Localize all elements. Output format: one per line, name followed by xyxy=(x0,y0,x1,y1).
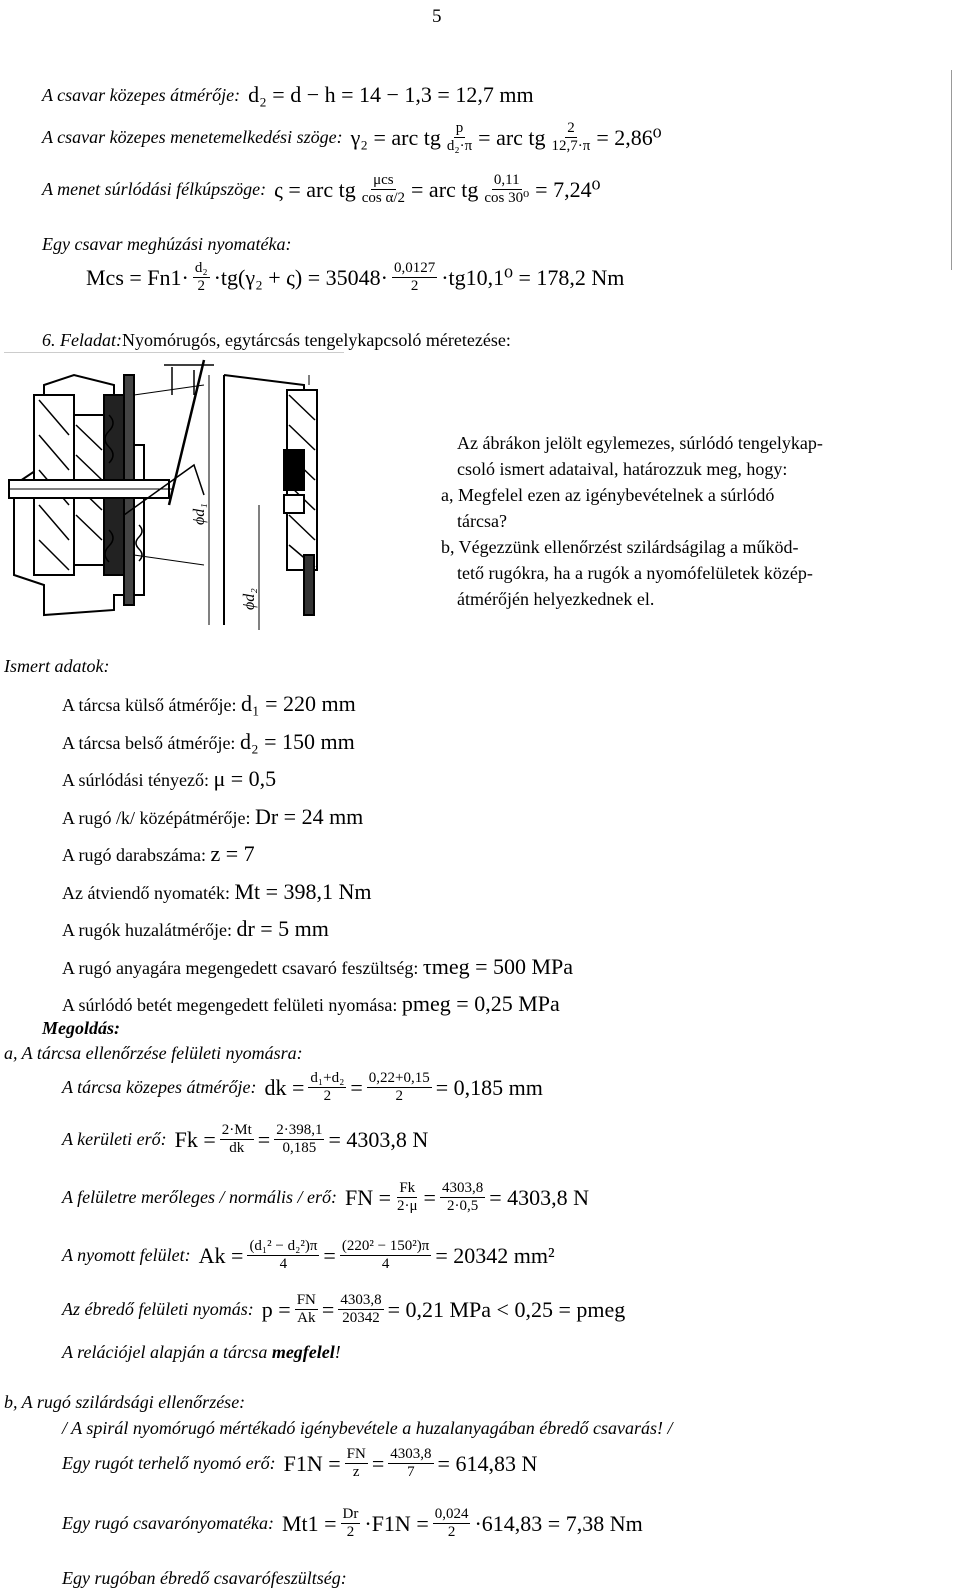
known-row: A rugó /k/ középátmérője: Dr = 24 mm xyxy=(62,803,364,829)
fraction: $\frac{FN}{Ak}$ xyxy=(296,1292,316,1326)
label: A csavar közepes átmérője: xyxy=(42,84,241,105)
equation-part: Mcs = Fn1· xyxy=(86,264,189,290)
label: A menet súrlódási félkúpszöge: xyxy=(42,179,267,199)
equation-part: = 2,86⁰ xyxy=(596,124,662,150)
torque-heading: Egy csavar meghúzási nyomatéka: xyxy=(42,234,292,254)
equation-part: p = xyxy=(261,1296,291,1322)
known-row: A súrlódó betét megengedett felületi nyomása: pmeg = 0,25 MPa xyxy=(62,991,560,1016)
label: Egy rugó csavarónyomatéka: xyxy=(62,1513,274,1533)
equation-part: = xyxy=(257,1126,271,1152)
conclusion: A relációjel alapján a tárcsa megfelel! xyxy=(62,1342,341,1362)
equation-part: γ₂ = arc tg xyxy=(350,124,441,150)
desc-line: a, Megfelel ezen az igénybevételnek a súrlódó xyxy=(441,485,775,505)
task-description xyxy=(441,430,823,612)
known-data-heading: Ismert adatok: xyxy=(4,656,110,676)
solution-line-t2 xyxy=(62,1506,643,1541)
fraction: $\frac{\text{μcs}}{\text{cos α/2}}$ xyxy=(361,172,406,206)
desc-line: tárcsa? xyxy=(457,511,507,531)
shear-stress-heading: Egy rugóban ébredő csavarófeszültség: xyxy=(62,1568,347,1588)
known-row: A tárcsa belső átmérője: d₂ = 150 mm xyxy=(62,728,355,754)
equation-part: FN = xyxy=(344,1184,391,1210)
known-row: Az átviendő nyomaték: Mt = 398,1 Nm xyxy=(62,878,372,904)
desc-line: b, Végezzünk ellenőrzést szilárdságilag a működ- xyxy=(441,537,799,557)
known-row: A rugó darabszáma: z = 7 xyxy=(62,841,255,866)
known-row: A rugók huzalátmérője: dr = 5 mm xyxy=(62,916,329,941)
equation-part: = xyxy=(321,1296,335,1322)
equation-part: Mt1 = xyxy=(281,1510,337,1536)
label: A nyomott felület: xyxy=(62,1245,191,1265)
equation-part: ·tg(γ₂ + ς) = 35048· xyxy=(213,264,388,290)
formula-line-5 xyxy=(86,260,624,295)
equation-part: Ak = xyxy=(198,1242,244,1268)
known-row: A súrlódási tényező: μ = 0,5 xyxy=(62,766,277,791)
label: A tárcsa közepes átmérője: xyxy=(62,1077,257,1097)
solution-line-5 xyxy=(62,1292,625,1327)
equation-part: Fk = xyxy=(174,1126,216,1152)
label: A csavar közepes menetemelkedési szöge: xyxy=(42,127,343,147)
label: Az ébredő felületi nyomás: xyxy=(62,1299,254,1319)
desc-line: tető rugókra, ha a rugók a nyomófelületek közép- xyxy=(457,563,813,583)
solution-heading: Megoldás: xyxy=(42,1018,120,1038)
label: A felületre merőleges / normális / erő: xyxy=(62,1187,337,1207)
margin-line xyxy=(951,70,952,270)
solution-line-3 xyxy=(62,1180,589,1215)
equation-part: = 4303,8 N xyxy=(489,1184,590,1210)
svg-text:ϕd₂: ϕd₂ xyxy=(241,588,258,610)
fraction: $\frac{0,024}{2}$ xyxy=(434,1506,469,1540)
desc-line: Az ábrákon jelölt egylemezes, súrlódó tengelykap- xyxy=(457,433,823,453)
equation-part: = 0,21 MPa < 0,25 = pmeg xyxy=(387,1296,626,1322)
page-number: 5 xyxy=(432,6,442,27)
equation-part: = 4303,8 N xyxy=(328,1126,429,1152)
equation-part: ς = arc tg xyxy=(274,176,356,202)
fraction: $\frac{0,11}{\text{cos 30⁰}}$ xyxy=(484,172,530,206)
fraction: $\frac{FN}{z}$ xyxy=(346,1446,366,1480)
equation-part: ·tg10,1⁰ = 178,2 Nm xyxy=(441,264,625,290)
label: Egy rugót terhelő nyomó erő: xyxy=(62,1453,276,1473)
part-b-title: b, A rugó szilárdsági ellenőrzése: xyxy=(4,1392,246,1412)
equation-part: ·614,83 = 7,38 Nm xyxy=(474,1510,643,1536)
fraction: $\frac{4303,8}{2\cdot 0,5}$ xyxy=(441,1180,484,1214)
fraction: $\frac{4303,8}{7}$ xyxy=(390,1446,432,1480)
equation: d₂ = d − h = 14 − 1,3 = 12,7 mm xyxy=(248,82,534,107)
equation-part: = 0,185 mm xyxy=(435,1074,543,1100)
task-name: Nyomórugós, egytárcsás tengelykapcsoló méretezése: xyxy=(121,330,511,350)
fraction: $\frac{\text{(d₁² − d₂²)π}}{4}$ xyxy=(249,1238,318,1272)
fraction: $\frac{0,22+0,15}{2}$ xyxy=(368,1070,430,1104)
solution-line-4 xyxy=(62,1238,555,1273)
equation-part: F1N = xyxy=(283,1450,341,1476)
equation-part: = 614,83 N xyxy=(437,1450,538,1476)
formula-line-3 xyxy=(42,172,600,207)
task-title xyxy=(42,330,511,351)
known-row: A rugó anyagára megengedett csavaró feszültség: τmeg = 500 MPa xyxy=(62,953,574,979)
desc-line: csoló ismert adataival, határozzuk meg, hogy: xyxy=(457,459,788,479)
known-row: A tárcsa külső átmérője: d₁ = 220 mm xyxy=(62,691,356,716)
fraction: $\frac{Fk}{2\cdot\mu}$ xyxy=(397,1180,418,1214)
label: A kerületi erő: xyxy=(62,1129,167,1149)
equation-part: = arc tg xyxy=(411,176,479,202)
fraction: $\frac{\text{d₂}}{2}$ xyxy=(194,260,208,294)
fraction: $\frac{\text{d₁+d₂}}{2}$ xyxy=(310,1070,345,1104)
fraction: $\frac{2\cdot 398,1}{0,185}$ xyxy=(276,1122,323,1156)
formula-line-1 xyxy=(42,82,534,108)
task-number: 6. Feladat: xyxy=(42,330,122,350)
fraction: $\frac{2}{12,7\cdot\pi}$ xyxy=(551,120,591,154)
fraction: $\frac{Dr}{2}$ xyxy=(342,1506,359,1540)
equation-part: ·F1N = xyxy=(364,1510,429,1536)
fraction: $\frac{\text{(220² − 150²)π}}{4}$ xyxy=(341,1238,430,1272)
fraction: $\frac{2\cdot Mt}{dk}$ xyxy=(221,1122,252,1156)
solution-line-t1 xyxy=(62,1446,537,1481)
equation-part: = xyxy=(423,1184,436,1210)
equation-part: = 20342 mm² xyxy=(435,1242,555,1268)
formula-line-2 xyxy=(42,120,662,155)
part-a-title: a, A tárcsa ellenőrzése felületi nyomásra: xyxy=(4,1043,303,1063)
equation-part: = xyxy=(350,1074,363,1100)
divider xyxy=(4,352,344,353)
known-data-list xyxy=(62,686,573,1024)
solution-line-2 xyxy=(62,1122,428,1157)
fraction: $\frac{0,0127}{2}$ xyxy=(393,260,436,294)
equation-part: = xyxy=(323,1242,336,1268)
svg-text:ϕd₁: ϕd₁ xyxy=(191,503,208,525)
equation-part: = 7,24⁰ xyxy=(535,176,601,202)
part-b-note: / A spirál nyomórugó mértékadó igénybevétele a huzalanyagában ébredő csavarás! / xyxy=(62,1418,673,1438)
solution-line-1 xyxy=(62,1070,543,1105)
equation-part: dk = xyxy=(264,1074,305,1100)
desc-line: átmérőjén helyezkednek el. xyxy=(457,589,655,609)
equation-part: = arc tg xyxy=(478,124,546,150)
equation-part: = xyxy=(371,1450,385,1476)
fraction: $\frac{p}{\text{d₂·π}}$ xyxy=(446,120,473,154)
fraction: $\frac{4303,8}{20342}$ xyxy=(340,1292,382,1326)
clutch-drawing xyxy=(4,355,334,630)
